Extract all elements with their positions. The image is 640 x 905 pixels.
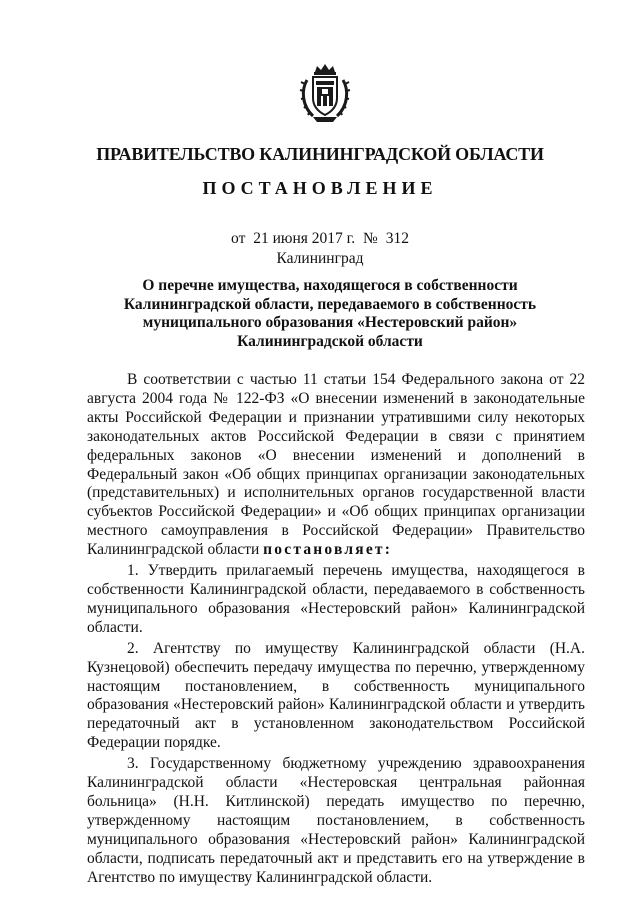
date-number-line xyxy=(0,230,640,248)
authority-name: ПРАВИТЕЛЬСТВО КАЛИНИНГРАДСКОЙ ОБЛАСТИ xyxy=(96,144,544,164)
number-sign: № xyxy=(363,230,378,247)
preamble-paragraph xyxy=(87,371,585,560)
item-paragraph: 3. Государственному бюджетному учреждению здравоохранения Калининградской области «Нестеровская центральная районная больница» (Н.Н. Китлинской) передать имущество по перечню, утвержденному настоящим постановлением, в собственность муниципального образования «Нестеровский район» Калининградской области, подписать передаточный акт и представить его на утверждение в Агентство по имуществу Калининградской области. xyxy=(87,755,585,886)
document-type: ПОСТАНОВЛЕНИЕ xyxy=(202,178,438,198)
title-line: муниципального образования «Нестеровский район» xyxy=(142,314,518,331)
item-paragraph: 2. Агентству по имуществу Калининградской области (Н.А. Кузнецовой) обеспечить передачу имущества по перечню, утвержденному настоящим постановлением, в собственность муниципального образования «Нестеровский район» Калининградской области и утвердить передаточный акт в установленном законодательством Российской Федерации порядке. xyxy=(87,639,585,752)
item-paragraph: 1. Утвердить прилагаемый перечень имущества, находящегося в собственности Калининградской области, передаваемого в собственность муниципального образования «Нестеровский район» Калининградской области. xyxy=(87,562,585,636)
document-number: 312 xyxy=(385,230,409,247)
date-prefix: от xyxy=(231,230,246,247)
title-line: Калининградской области xyxy=(237,332,423,350)
title-line: О перечне имущества, находящегося в собственности xyxy=(142,277,518,294)
decree-word: постановляет: xyxy=(263,541,393,559)
document-body xyxy=(87,371,585,889)
city: Калининград xyxy=(276,250,364,267)
document-title xyxy=(110,277,550,351)
document-date: 21 июня 2017 г. xyxy=(253,230,356,247)
preamble-text: В соответствии с частью 11 статьи 154 Федерального закона от 22 августа 2004 года № 122-ФЗ «О внесении изменений в законодательные акты Российской Федерации и признании утратившими силу некоторых законодательных актов Российской Федерации в связи с принятием федеральных законов «О внесении изменений и дополнений в Федеральный закон «Об общих принципах организации законодательных (представительных) и исполнительных органов государственной власти субъектов Российской Федерации» и «Об общих принципах организации местного самоуправления в Российской Федерации» Правительство Калининградской области xyxy=(87,371,585,559)
title-line: Калининградской области, передаваемого в собственность xyxy=(123,295,537,313)
coat-of-arms-emblem xyxy=(299,62,351,124)
